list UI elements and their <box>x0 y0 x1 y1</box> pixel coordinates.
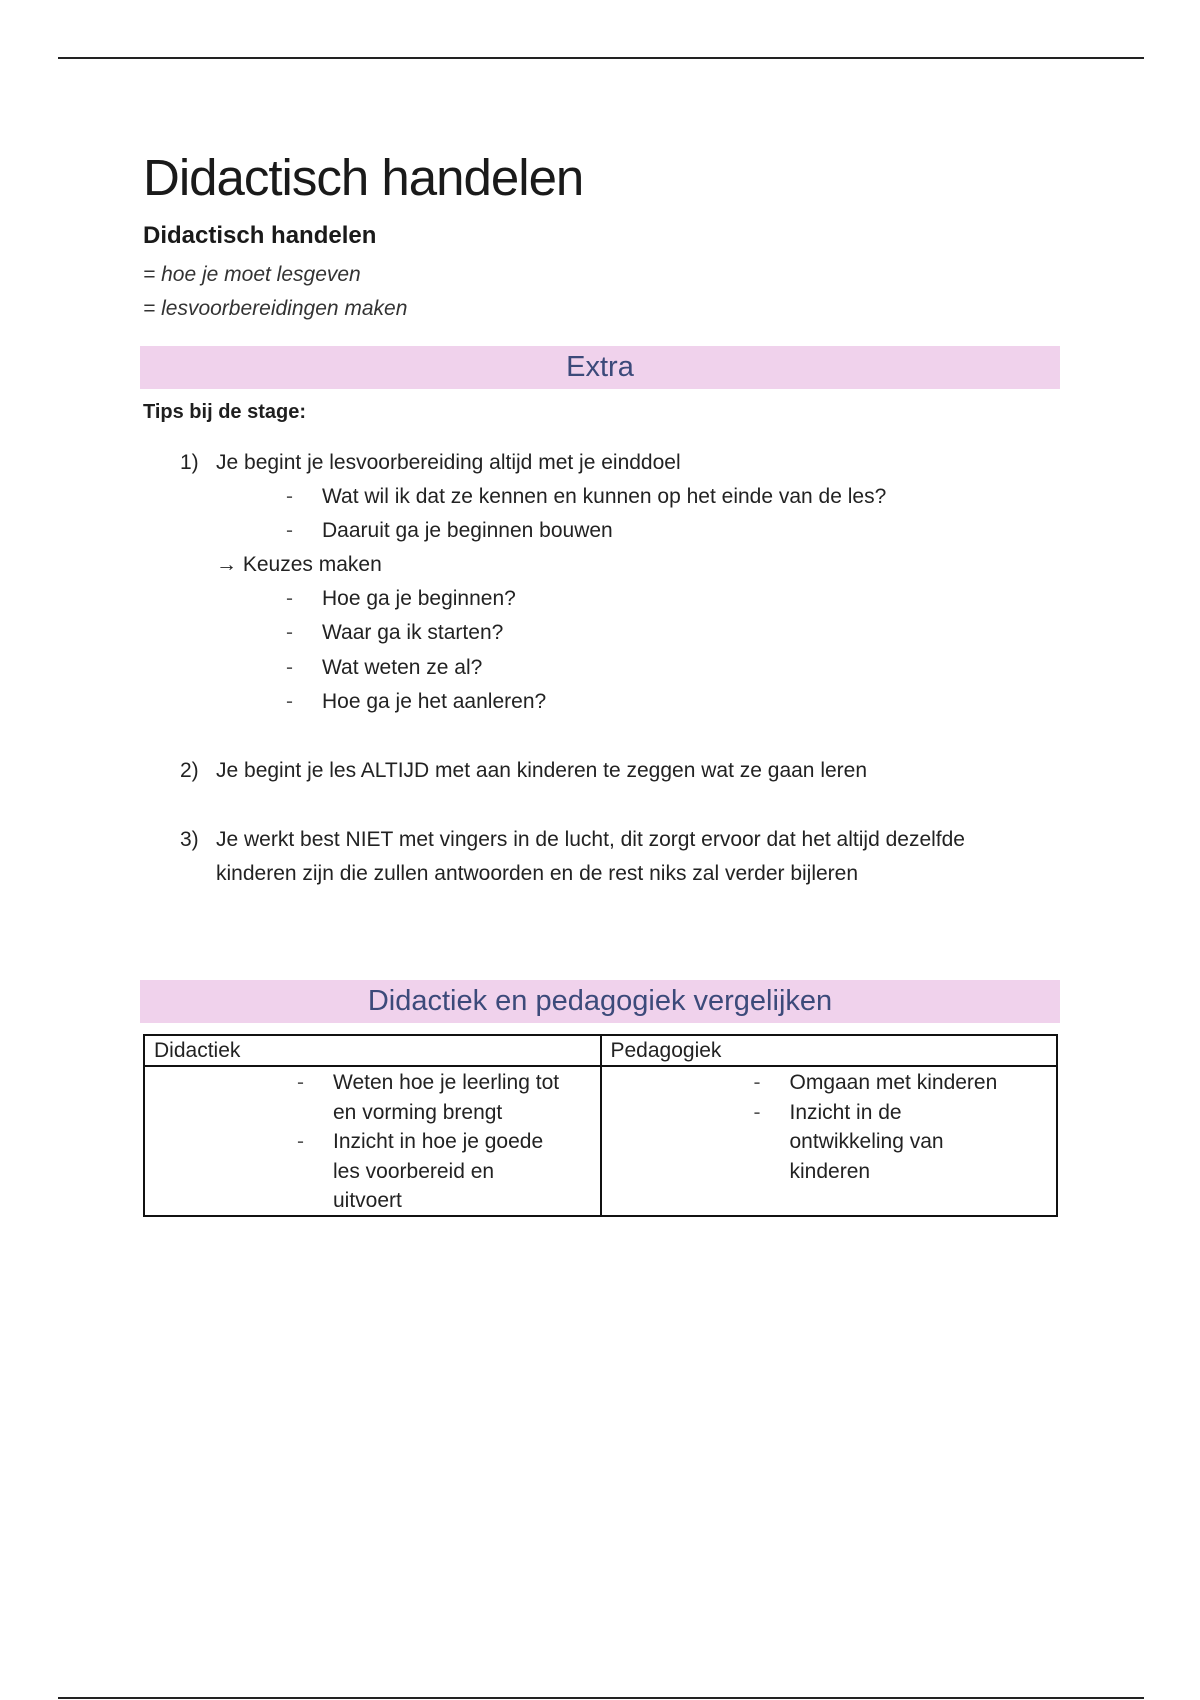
extra-band: Extra <box>140 346 1060 389</box>
pedagogiek-line-3: ontwikkeling van <box>789 1130 944 1153</box>
bullet-dash: - <box>297 1130 304 1153</box>
pedagogiek-line-2: Inzicht in de <box>789 1101 902 1124</box>
bottom-rule <box>58 1697 1144 1699</box>
table-row <box>144 1066 1057 1216</box>
header-didactiek: Didactiek <box>144 1035 601 1066</box>
table-header-row <box>144 1035 1057 1066</box>
pedagogiek-line-4: kinderen <box>789 1160 871 1183</box>
definition-2: = lesvoorbereidingen maken <box>143 297 408 320</box>
tip-3-number: 3) <box>180 828 199 851</box>
didactiek-line-3: Inzicht in hoe je goede <box>333 1130 544 1153</box>
tip-2-number: 2) <box>180 759 199 782</box>
tips-label: Tips bij de stage: <box>143 401 306 423</box>
keuzes-arrow-line: → Keuzes maken <box>216 553 382 576</box>
bullet-dash: - <box>286 485 293 508</box>
tip-3-line-2: kinderen zijn die zullen antwoorden en de rest niks zal verder bijleren <box>216 862 859 885</box>
didactiek-line-2: en vorming brengt <box>333 1101 503 1124</box>
definition-1: = hoe je moet lesgeven <box>143 263 361 286</box>
tip-2-text: Je begint je les ALTIJD met aan kinderen te zeggen wat ze gaan leren <box>216 759 868 782</box>
choice-bullet-3: Wat weten ze al? <box>322 656 483 679</box>
tip-1-text: Je begint je lesvoorbereiding altijd met je einddoel <box>216 451 681 474</box>
didactiek-line-1: Weten hoe je leerling tot <box>333 1071 560 1094</box>
tip-3-line-1: Je werkt best NIET met vingers in de lucht, dit zorgt ervoor dat het altijd dezelfde <box>216 828 965 851</box>
header-pedagogiek: Pedagogiek <box>601 1035 1058 1066</box>
didactiek-line-4: les voorbereid en <box>333 1160 495 1183</box>
bullet-dash: - <box>753 1101 761 1124</box>
bullet-dash: - <box>286 690 293 713</box>
choice-bullet-4: Hoe ga je het aanleren? <box>322 690 547 713</box>
bullet-dash: - <box>286 656 293 679</box>
bullet-dash: - <box>753 1071 761 1094</box>
tip-1-bullet-1: Wat wil ik dat ze kennen en kunnen op het einde van de les? <box>322 485 887 508</box>
bullet-dash: - <box>286 621 293 644</box>
choice-bullet-2: Waar ga ik starten? <box>322 621 504 644</box>
bullet-dash: - <box>286 587 293 610</box>
compare-band: Didactiek en pedagogiek vergelijken <box>140 980 1060 1023</box>
bullet-dash: - <box>286 519 293 542</box>
comparison-table <box>143 1034 1058 1217</box>
bullet-dash: - <box>297 1071 304 1094</box>
pedagogiek-cell <box>601 1066 1058 1216</box>
didactiek-line-5: uitvoert <box>333 1189 402 1212</box>
tip-1-number: 1) <box>180 451 199 474</box>
pedagogiek-line-1: Omgaan met kinderen <box>789 1071 998 1094</box>
tip-1-bullet-2: Daaruit ga je beginnen bouwen <box>322 519 613 542</box>
top-rule <box>58 57 1144 59</box>
didactiek-cell <box>144 1066 601 1216</box>
page-title: Didactisch handelen <box>143 149 584 206</box>
section-subtitle: Didactisch handelen <box>143 222 377 249</box>
choice-bullet-1: Hoe ga je beginnen? <box>322 587 516 610</box>
